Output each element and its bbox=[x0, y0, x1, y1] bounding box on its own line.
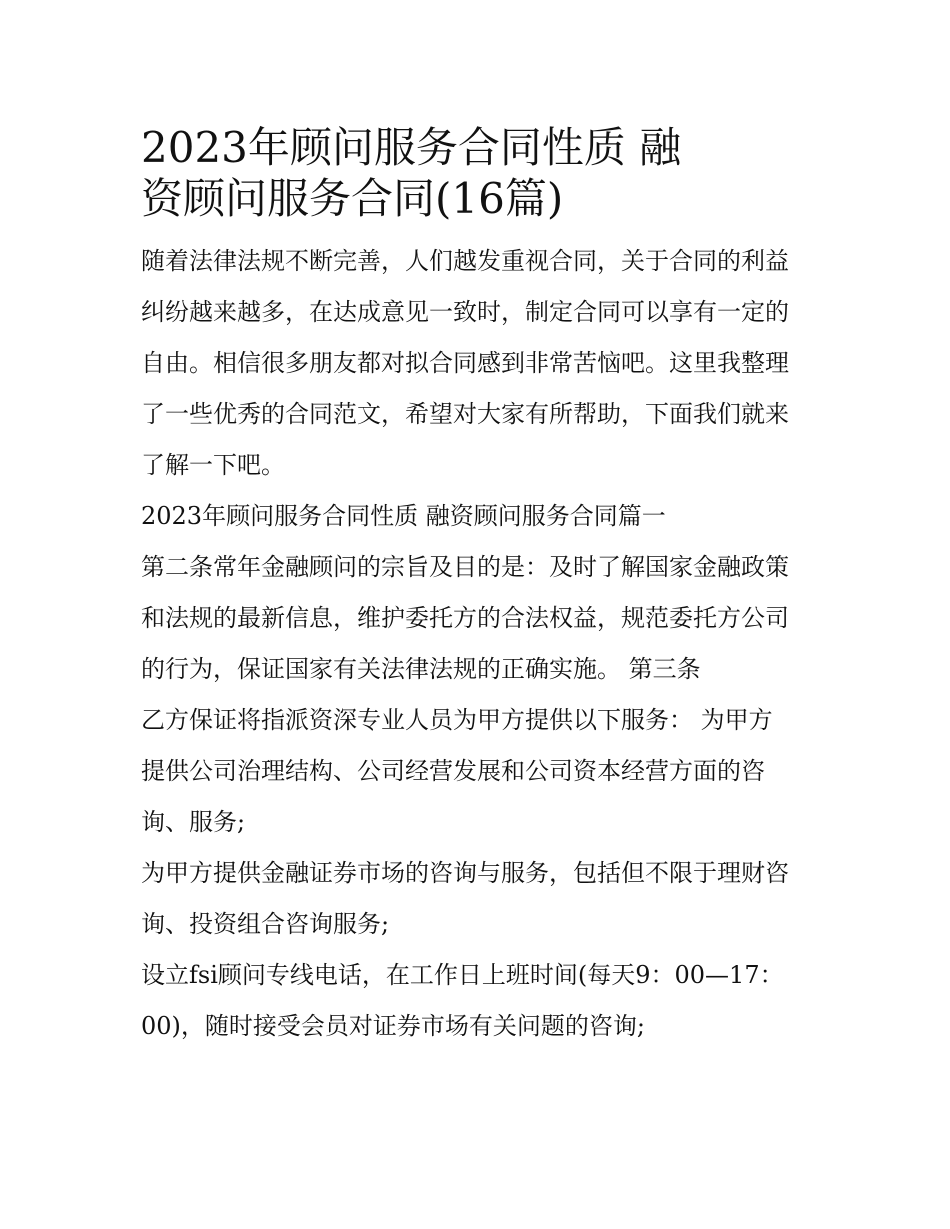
body-line-10: 乙方保证将指派资深专业人员为甲方提供以下服务： 为甲方 bbox=[141, 706, 773, 734]
title-line-1: 2023年顾问服务合同性质 融 bbox=[141, 123, 682, 172]
body-line-7: 第二条常年金融顾问的宗旨及目的是：及时了解国家金融政策 bbox=[141, 553, 789, 581]
body-line-16: 00)，随时接受会员对证券市场有关问题的咨询; bbox=[141, 1012, 645, 1040]
body-line-2: 纠纷越来越多，在达成意见一致时，制定合同可以享有一定的 bbox=[141, 298, 789, 326]
body-line-9: 的行为，保证国家有关法律法规的正确实施。 第三条 bbox=[141, 655, 701, 683]
title-line-2: 资顾问服务合同(16篇) bbox=[141, 174, 564, 223]
body-line-5: 了解一下吧。 bbox=[141, 451, 285, 479]
document-body bbox=[141, 236, 821, 1052]
body-line-15: 设立fsi顾问专线电话，在工作日上班时间(每天9：00—17： bbox=[141, 961, 784, 989]
body-line-13: 为甲方提供金融证券市场的咨询与服务，包括但不限于理财咨 bbox=[141, 859, 789, 887]
document-title bbox=[141, 112, 821, 223]
body-line-11: 提供公司治理结构、公司经营发展和公司资本经营方面的咨 bbox=[141, 757, 765, 785]
body-line-1: 随着法律法规不断完善，人们越发重视合同，关于合同的利益 bbox=[141, 247, 789, 275]
body-line-3: 自由。相信很多朋友都对拟合同感到非常苦恼吧。这里我整理 bbox=[141, 349, 789, 377]
document-content bbox=[141, 112, 821, 1052]
body-line-4: 了一些优秀的合同范文，希望对大家有所帮助，下面我们就来 bbox=[141, 400, 789, 428]
body-line-8: 和法规的最新信息，维护委托方的合法权益，规范委托方公司 bbox=[141, 604, 789, 632]
section-heading-line: 2023年顾问服务合同性质 融资顾问服务合同篇一 bbox=[141, 502, 666, 530]
body-line-12: 询、服务; bbox=[141, 808, 246, 836]
body-line-14: 询、投资组合咨询服务; bbox=[141, 910, 390, 938]
